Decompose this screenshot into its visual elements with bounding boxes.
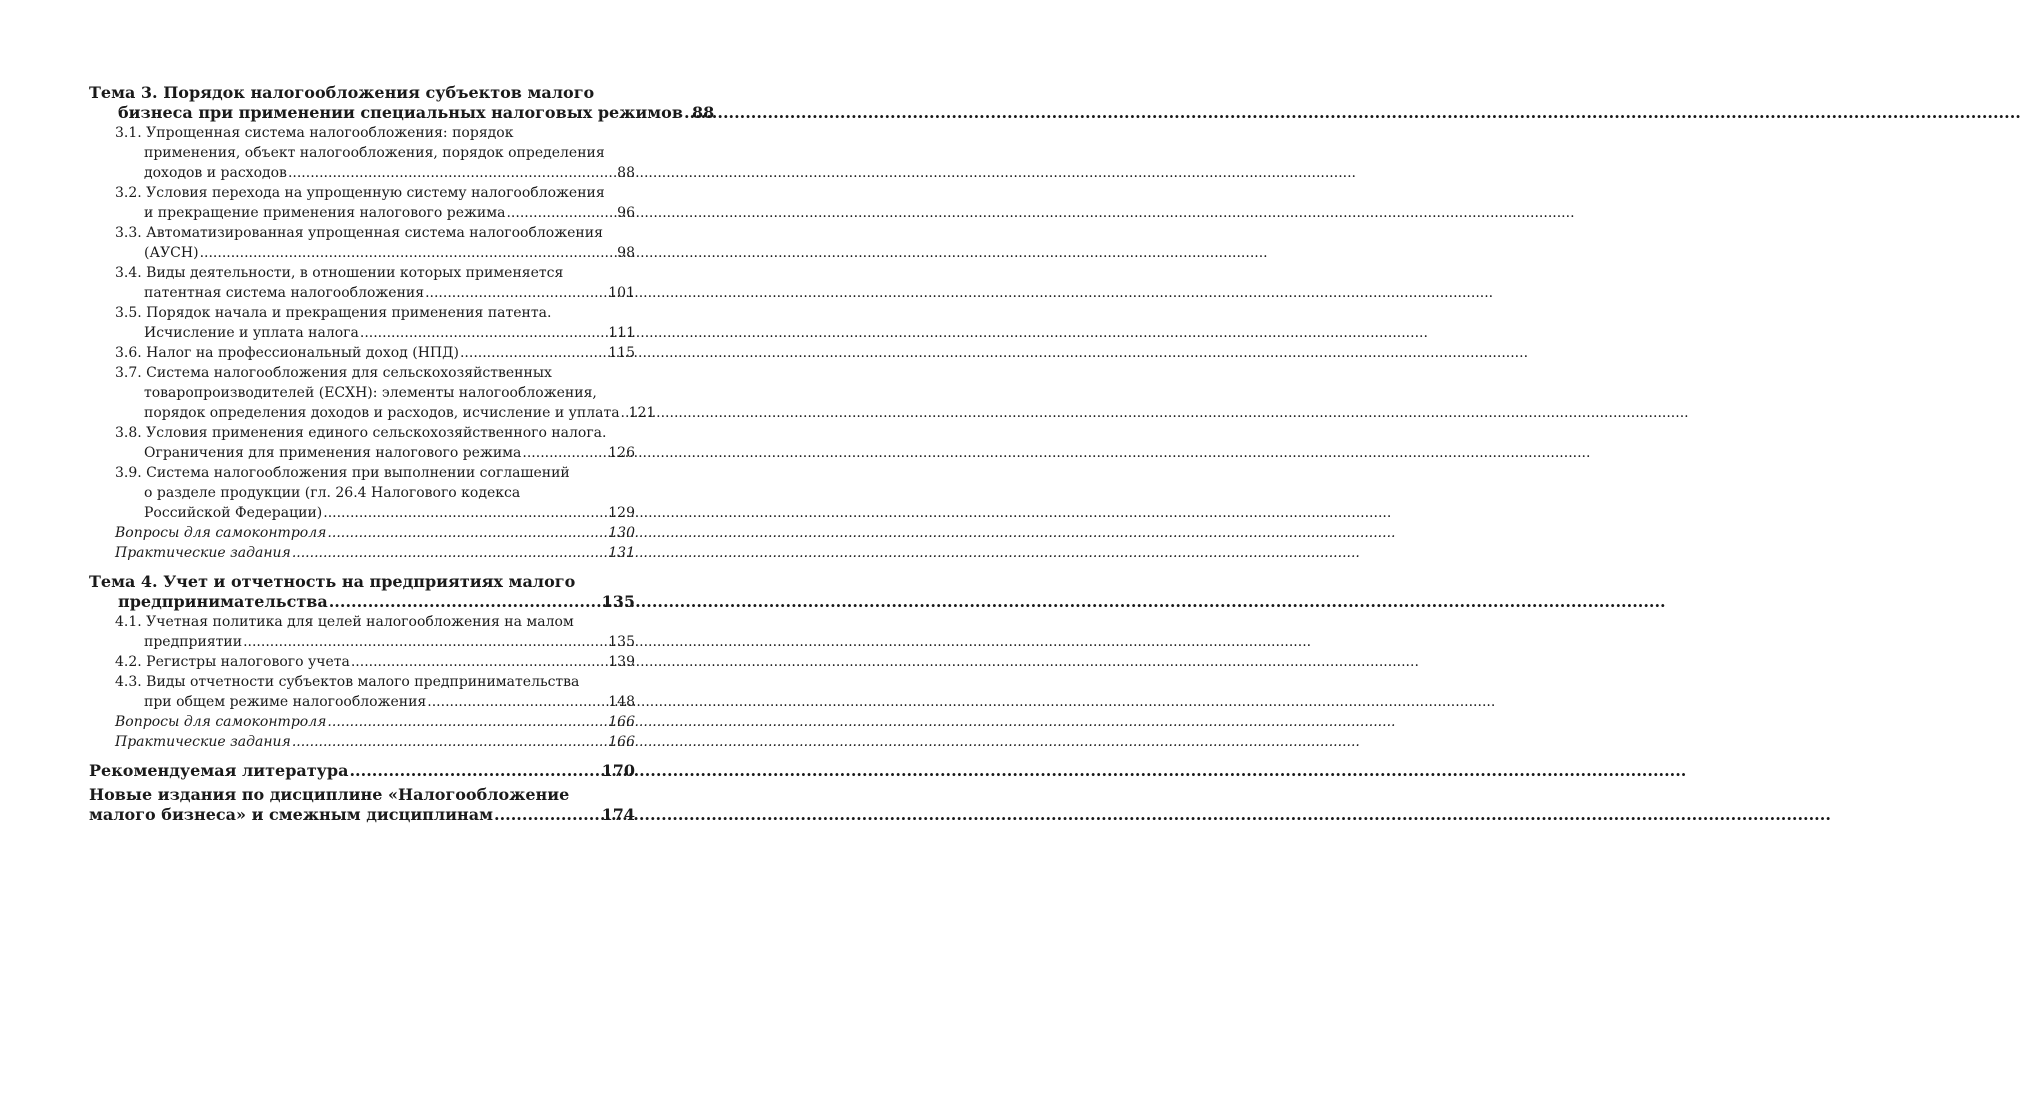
table-of-contents <box>89 83 715 825</box>
toc-entry-title-line: предпринимательства <box>118 592 328 611</box>
page-number: 88 <box>691 103 715 122</box>
toc-entry-title-line: Новые издания по дисциплине «Налогообложение <box>89 785 570 804</box>
page-number: 98 <box>617 245 635 261</box>
toc-entry-title-line: малого бизнеса» и смежным дисциплинам <box>89 805 494 824</box>
page-number: 130 <box>608 525 635 541</box>
toc-entry[interactable] <box>115 363 656 423</box>
dot-leader <box>427 692 606 712</box>
toc-entry-title-line: 4.2. Регистры налогового учета <box>115 654 350 670</box>
toc-entry-title-line: Практические задания <box>115 734 291 750</box>
page-number: 115 <box>608 345 635 361</box>
dot-leader <box>292 543 606 563</box>
toc-entry-title-line: применения, объект налогообложения, порядок определения <box>144 145 605 161</box>
toc-entry-title-line: 3.7. Система налогообложения для сельскохозяйственных <box>115 365 552 381</box>
toc-entry-title-line: товаропроизводителей (ЕСХН): элементы налогообложения, <box>144 385 597 401</box>
dot-leader <box>327 712 606 732</box>
dot-leader <box>522 443 606 463</box>
dot-leader <box>351 652 606 672</box>
toc-entry[interactable] <box>115 523 635 543</box>
toc-entry-title-line: порядок определения доходов и расходов, исчисление и уплата <box>144 405 620 421</box>
dot-leader <box>349 761 599 781</box>
toc-entry-title-line: 4.1. Учетная политика для целей налогообложения на малом <box>115 614 574 630</box>
dot-leader <box>288 163 615 183</box>
page-number: 174 <box>601 805 635 824</box>
dot-leader <box>494 805 600 825</box>
toc-entry-title-line: 3.3. Автоматизированная упрощенная система налогообложения <box>115 225 603 241</box>
toc-entry[interactable] <box>115 183 635 223</box>
toc-entry-title-line: Тема 3. Порядок налогообложения субъектов малого <box>89 83 595 102</box>
toc-entry-title-line: 3.1. Упрощенная система налогообложения: порядок <box>115 125 514 141</box>
page-number: 135 <box>608 634 635 650</box>
toc-entry[interactable] <box>115 712 635 732</box>
toc-entry-title-line: о разделе продукции (гл. 26.4 Налогового кодекса <box>144 485 521 501</box>
toc-entry[interactable] <box>89 761 635 781</box>
dot-leader <box>360 323 606 343</box>
page-number: 166 <box>608 734 635 750</box>
page-number: 139 <box>608 654 635 670</box>
dot-leader <box>327 523 606 543</box>
page-number: 131 <box>608 545 635 561</box>
dot-leader <box>506 203 615 223</box>
toc-entry-title-line: и прекращение применения налогового режима <box>144 205 506 221</box>
toc-entry[interactable] <box>115 263 635 303</box>
toc-entry[interactable] <box>115 223 635 263</box>
toc-entry-title-line: Ограничения для применения налогового режима <box>144 445 522 461</box>
toc-entry-title-line: Исчисление и уплата налога <box>144 325 359 341</box>
toc-entry[interactable] <box>115 463 635 523</box>
page-number: 88 <box>617 165 635 181</box>
toc-entry[interactable] <box>89 83 715 123</box>
toc-entry-title-line: 3.9. Система налогообложения при выполнении соглашений <box>115 465 570 481</box>
toc-entry[interactable] <box>115 612 635 652</box>
page-number: 101 <box>608 285 635 301</box>
dot-leader <box>621 403 627 423</box>
page-number: 121 <box>628 405 656 421</box>
toc-entry-title-line: Практические задания <box>115 545 291 561</box>
toc-entry[interactable] <box>115 343 635 363</box>
dot-leader <box>329 592 600 612</box>
page-number: 135 <box>601 592 635 611</box>
toc-entry-title-line: бизнеса при применении специальных налоговых режимов <box>118 103 683 122</box>
page-number: 170 <box>601 761 635 780</box>
toc-entry-title-line: Российской Федерации) <box>144 505 323 521</box>
dot-leader <box>425 283 606 303</box>
toc-entry-title-line: 3.4. Виды деятельности, в отношении которых применяется <box>115 265 564 281</box>
dot-leader <box>243 632 606 652</box>
toc-entry[interactable] <box>115 652 635 672</box>
toc-entry-title-line: предприятии <box>144 634 243 650</box>
toc-entry-title-line: при общем режиме налогообложения <box>144 694 427 710</box>
page-number: 126 <box>608 445 635 461</box>
toc-entry-title-line: 3.5. Порядок начала и прекращения применения патента. <box>115 305 552 321</box>
page-number: 148 <box>608 694 635 710</box>
toc-entry-title-line: 3.6. Налог на профессиональный доход (НПД) <box>115 345 459 361</box>
toc-entry[interactable] <box>115 123 635 183</box>
page-number: 96 <box>617 205 635 221</box>
toc-entry-title-line: 3.8. Условия применения единого сельскохозяйственного налога. <box>115 425 607 441</box>
toc-entry[interactable] <box>115 672 635 712</box>
toc-entry-title-line: патентная система налогообложения <box>144 285 425 301</box>
dot-leader <box>323 503 606 523</box>
toc-entry[interactable] <box>115 303 635 343</box>
toc-entry-title-line: Вопросы для самоконтроля <box>115 714 327 730</box>
page-number: 129 <box>608 505 635 521</box>
dot-leader <box>460 343 606 363</box>
dot-leader <box>684 103 690 123</box>
toc-entry-title-line: (АУСН) <box>144 245 199 261</box>
toc-entry[interactable] <box>115 543 635 563</box>
page-number: 166 <box>608 714 635 730</box>
toc-entry-title-line: Вопросы для самоконтроля <box>115 525 327 541</box>
dot-leader <box>292 732 606 752</box>
page-number: 111 <box>608 325 635 341</box>
toc-entry-title-line: Рекомендуемая литература <box>89 761 349 780</box>
toc-entry[interactable] <box>115 423 635 463</box>
toc-entry[interactable] <box>89 785 635 825</box>
toc-entry-title-line: 3.2. Условия перехода на упрощенную систему налогообложения <box>115 185 605 201</box>
toc-entry-title-line: 4.3. Виды отчетности субъектов малого предпринимательства <box>115 674 580 690</box>
toc-entry[interactable] <box>115 732 635 752</box>
toc-entry[interactable] <box>89 572 635 612</box>
toc-entry-title-line: доходов и расходов <box>144 165 287 181</box>
dot-leader <box>200 243 616 263</box>
toc-entry-title-line: Тема 4. Учет и отчетность на предприятиях малого <box>89 572 576 591</box>
